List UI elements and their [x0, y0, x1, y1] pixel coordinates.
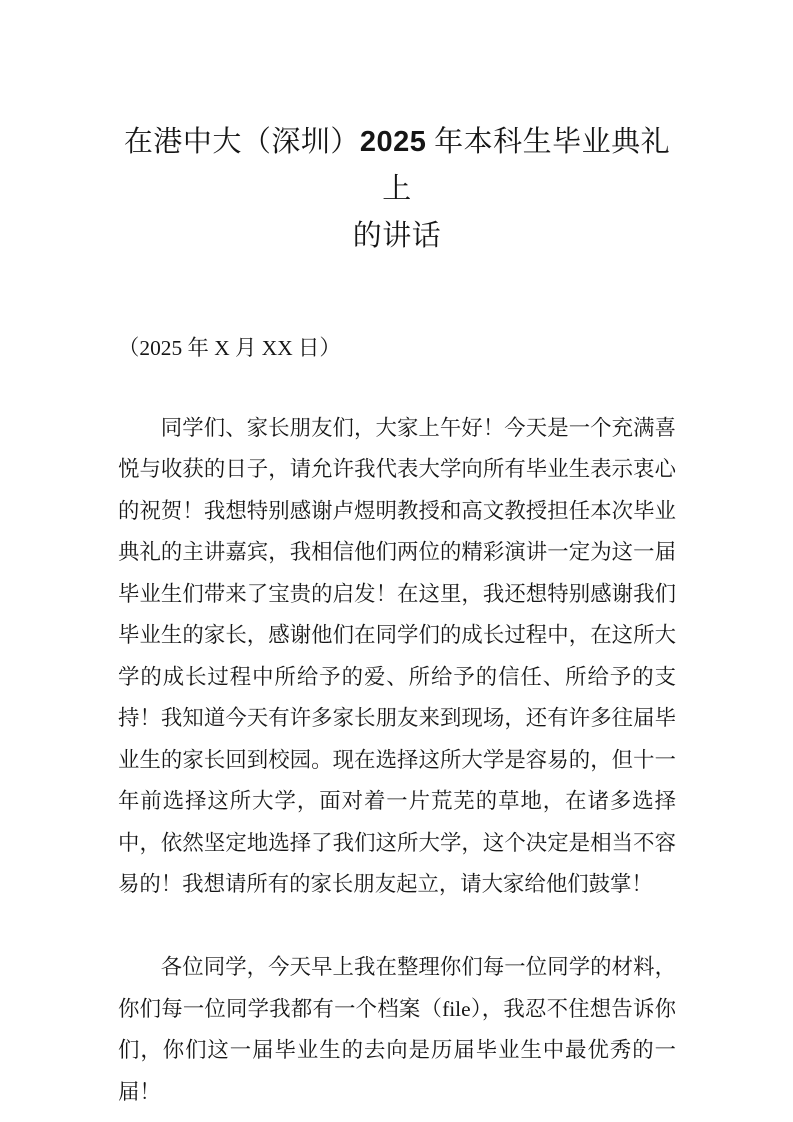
title-text-pre: 在港中大（深圳）	[123, 126, 360, 158]
title-year-number: 2025	[359, 126, 427, 158]
document-title-line2: 的讲话	[352, 220, 442, 252]
title-text-post: 年本科生毕业典礼上	[382, 126, 671, 205]
document-title	[118, 119, 676, 260]
speech-paragraph-1: 同学们、家长朋友们，大家上午好！今天是一个充满喜悦与收获的日子，请允许我代表大学向所有毕业生表示衷心的祝贺！我想特别感谢卢煜明教授和高文教授担任本次毕业典礼的主讲嘉宾，我相信他们两位的精彩演讲一定为这一届毕业生们带来了宝贵的启发！在这里，我还想特别感谢我们毕业生的家长，感谢他们在同学们的成长过程中，在这所大学的成长过程中所给予的爱、所给予的信任、所给予的支持！我知道今天有许多家长朋友来到现场，还有许多往届毕业生的家长回到校园。现在选择这所大学是容易的，但十一年前选择这所大学，面对着一片荒芜的草地，在诸多选择中，依然坚定地选择了我们这所大学，这个决定是相当不容易的！我想请所有的家长朋友起立，请大家给他们鼓掌！	[118, 415, 676, 896]
document-title-line1	[118, 119, 676, 213]
date-line: （2025 年 X 月 XX 日）	[118, 336, 341, 360]
speech-paragraph-2: 各位同学，今天早上我在整理你们每一位同学的材料，你们每一位同学我都有一个档案（file），我忍不住想告诉你们，你们这一届毕业生的去向是历届毕业生中最优秀的一届！	[118, 955, 676, 1104]
